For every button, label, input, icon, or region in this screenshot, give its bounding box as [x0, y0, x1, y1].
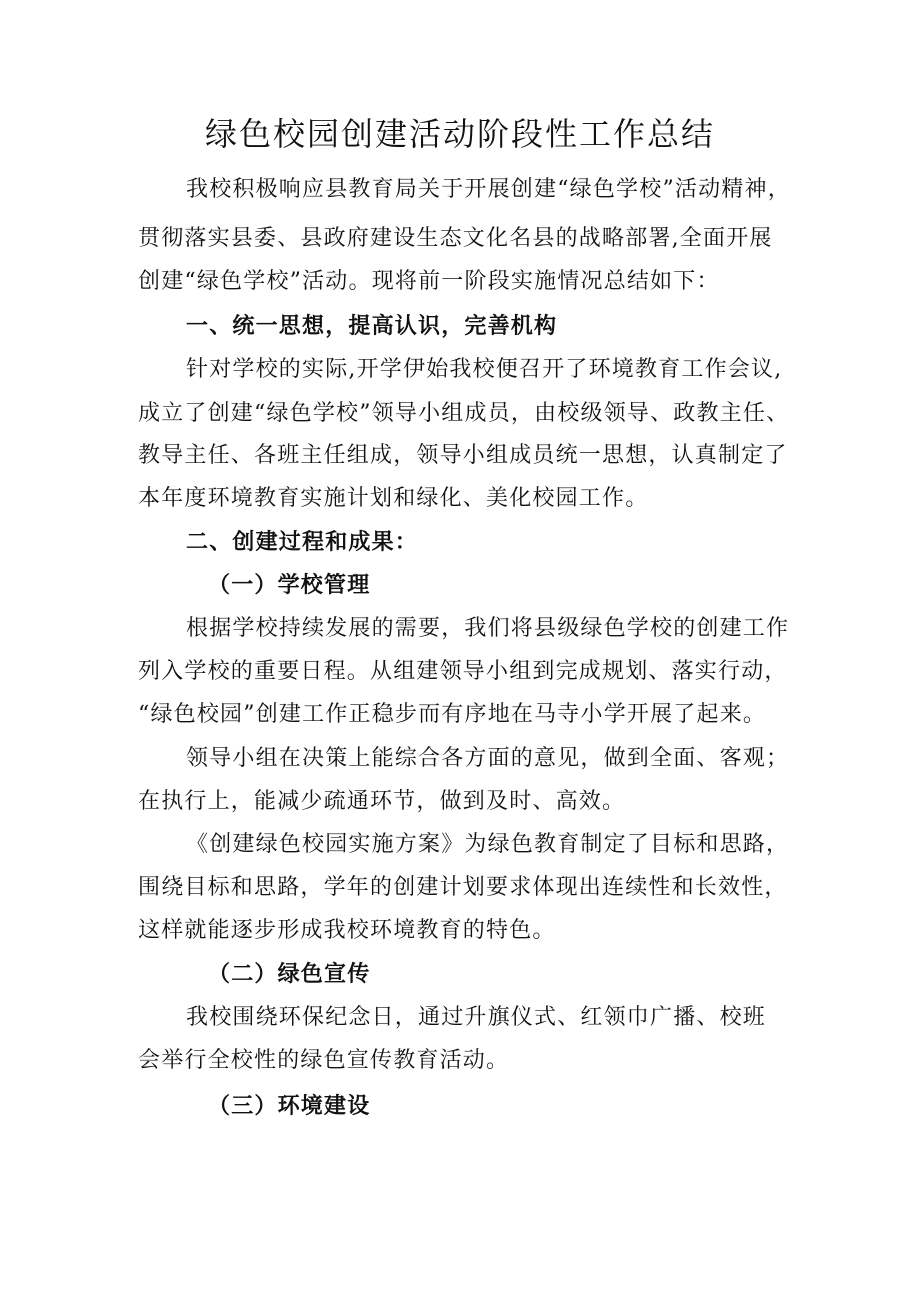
- sub1-para3-line-1: 《创建绿色校园实施方案》为绿色教育制定了目标和思路，: [186, 832, 790, 857]
- section2-heading: 二、创建过程和成果：: [186, 530, 419, 555]
- intro-line-3: 创建“绿色学校”活动。现将前一阶段实施情况总结如下：: [138, 269, 720, 294]
- intro-line-2: 贯彻落实县委、县政府建设生态文化名县的战略部署,全面开展: [138, 226, 773, 251]
- sub1-para1-line-1: 根据学校持续发展的需要，我们将县级绿色学校的创建工作: [186, 616, 790, 641]
- section1-line-3: 教导主任、各班主任组成，领导小组成员统一思想，认真制定了: [138, 443, 788, 468]
- sub1-para1-line-2: 列入学校的重要日程。从组建领导小组到完成规划、落实行动，: [138, 659, 788, 684]
- document-title: 绿色校园创建活动阶段性工作总结: [204, 115, 715, 153]
- sub1-para1-line-3: “绿色校园”创建工作正稳步而有序地在马寺小学开展了起来。: [138, 702, 767, 727]
- sub3-heading: （三）环境建设: [208, 1094, 371, 1119]
- sub2-heading: （二）绿色宣传: [208, 962, 371, 987]
- section1-heading: 一、统一思想，提高认识，完善机构: [186, 314, 558, 339]
- sub2-line-1: 我校围绕环保纪念日，通过升旗仪式、红领巾广播、校班: [186, 1005, 767, 1030]
- sub1-para3-line-2: 围绕目标和思路，学年的创建计划要求体现出连续性和长效性，: [138, 875, 788, 900]
- section1-line-1: 针对学校的实际,开学伊始我校便召开了环境教育工作会议,: [186, 357, 783, 382]
- section1-line-4: 本年度环境教育实施计划和绿化、美化校园工作。: [138, 486, 649, 511]
- intro-line-1: 我校积极响应县教育局关于开展创建“绿色学校”活动精神，: [186, 177, 791, 202]
- sub2-line-2: 会举行全校性的绿色宣传教育活动。: [138, 1048, 510, 1073]
- sub1-heading: （一）学校管理: [208, 573, 371, 598]
- sub1-para2-line-2: 在执行上，能减少疏通环节，做到及时、高效。: [138, 789, 626, 814]
- sub1-para2-line-1: 领导小组在决策上能综合各方面的意见，做到全面、客观；: [186, 746, 790, 771]
- section1-line-2: 成立了创建“绿色学校”领导小组成员，由校级领导、政教主任、: [138, 401, 790, 426]
- sub1-para3-line-3: 这样就能逐步形成我校环境教育的特色。: [138, 918, 556, 943]
